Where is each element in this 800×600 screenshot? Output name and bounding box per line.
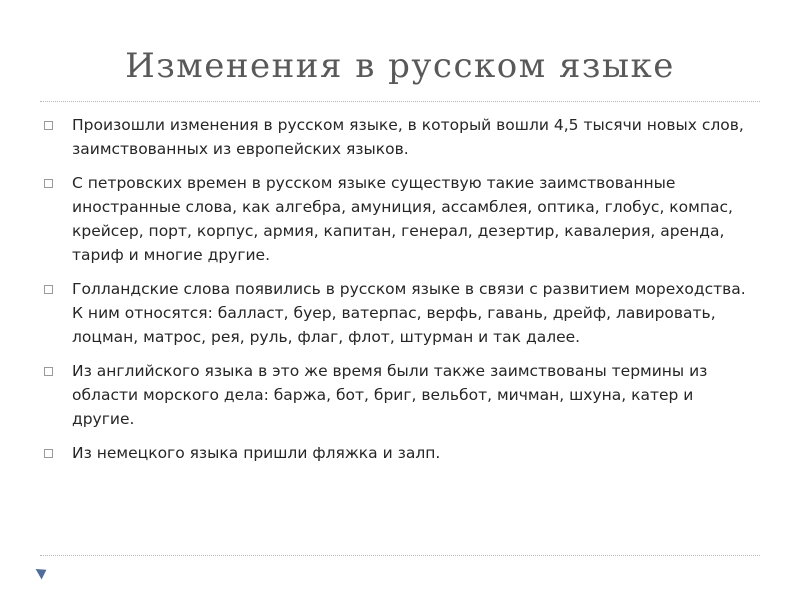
bullet-item (40, 359, 760, 431)
bullet-text: Из немецкого языка пришли фляжка и залп. (72, 444, 441, 462)
bullet-item (40, 171, 760, 267)
square-bullet-icon (44, 449, 53, 458)
footer-divider (40, 555, 760, 556)
bullet-text: Произошли изменения в русском языке, в который вошли 4,5 тысячи новых слов, заимствованных из европейских языков. (72, 116, 744, 158)
bullet-item (40, 113, 760, 161)
triangle-nav-icon[interactable] (36, 565, 50, 580)
bullet-list (40, 113, 760, 475)
square-bullet-icon (44, 285, 53, 294)
square-bullet-icon (44, 367, 53, 376)
square-bullet-icon (44, 121, 53, 130)
bullet-text: Голландские слова появились в русском языке в связи с развитием мореходства. К ним относятся: балласт, буер, ватерпас, верфь, гавань, дрейф, лавировать, лоцман, матрос, рея, руль, флаг, флот, штурман и так далее. (72, 280, 746, 346)
bullet-item (40, 277, 760, 349)
slide-title: Изменения в русском языке (125, 46, 675, 86)
bullet-item (40, 441, 760, 465)
bullet-text: С петровских времен в русском языке существую такие заимствованные иностранные слова, как алгебра, амуниция, ассамблея, оптика, глобус, компас, крейсер, порт, корпус, армия, капитан, генерал, дезертир, кавалерия, аренда, тариф и многие другие. (72, 174, 733, 264)
title-divider (40, 101, 760, 102)
bullet-text: Из английского языка в это же время были также заимствованы термины из области морского дела: баржа, бот, бриг, вельбот, мичман, шхуна, катер и другие. (72, 362, 708, 428)
square-bullet-icon (44, 179, 53, 188)
